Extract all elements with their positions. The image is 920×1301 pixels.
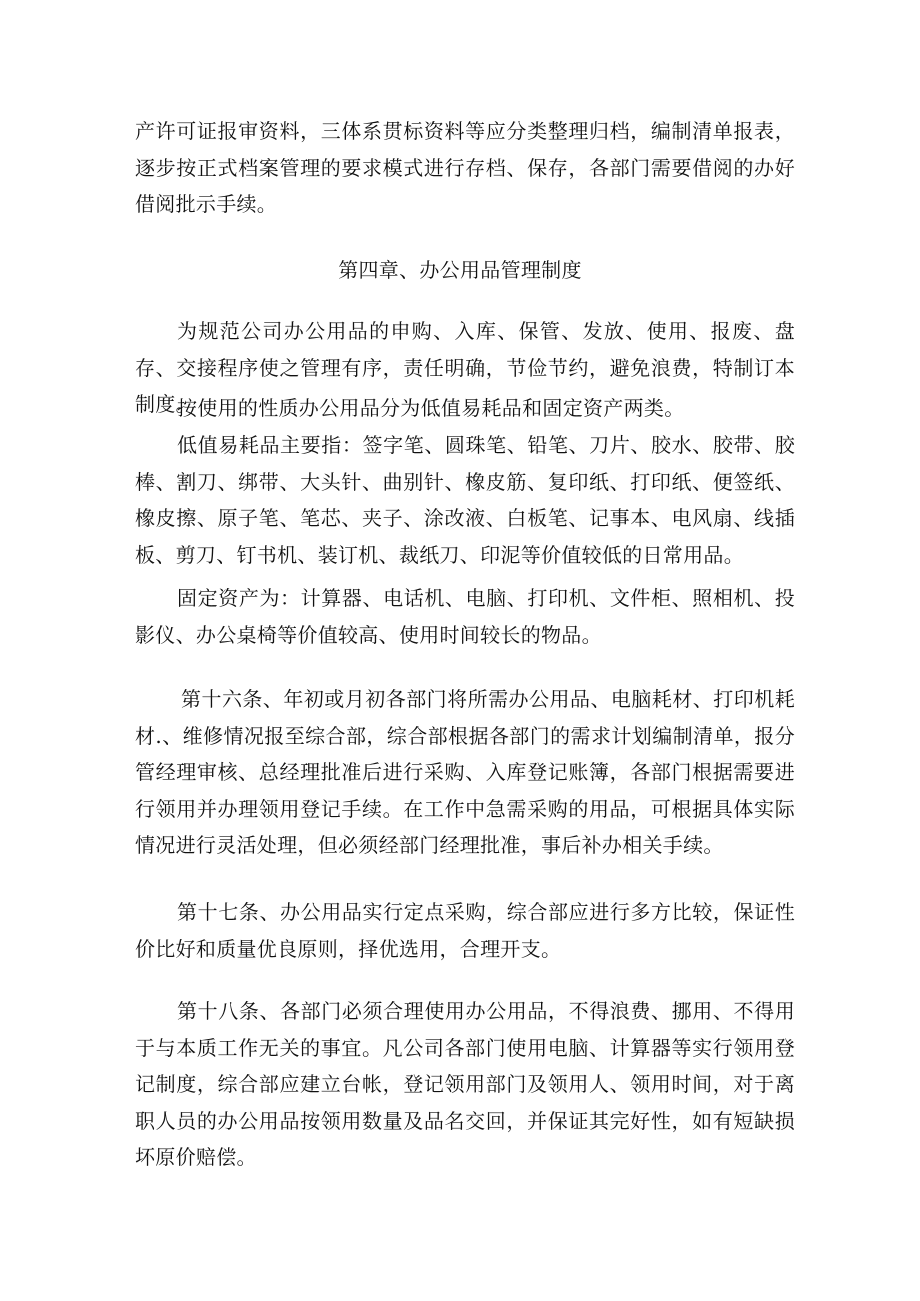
article-17: 第十七条、办公用品实行定点采购，综合部应进行多方比较，保证性价比好和质量优良原则，择优选用，合理开支。 (135, 900, 795, 961)
article-18: 第十八条、各部门必须合理使用办公用品，不得浪费、挪用、不得用于与本质工作无关的事宜。凡公司各部门使用电脑、计算器等实行领用登记制度，综合部应建立台帐，登记领用部门及领用人、领用时间，对于离职人员的办公用品按领用数量及品名交回，并保证其完好性，如有短缺损坏原价赔偿。 (135, 999, 795, 1169)
paragraph-fixed-assets: 固定资产为：计算器、电话机、电脑、打印机、文件柜、照相机、投影仪、办公桌椅等价值较高、使用时间较长的物品。 (135, 586, 795, 647)
intro-paragraph: 产许可证报审资料，三体系贯标资料等应分类整理归档，编制清单报表，逐步按正式档案管理的要求模式进行存档、保存，各部门需要借阅的办好借阅批示手续。 (135, 119, 795, 216)
article-16: 第十六条、年初或月初各部门将所需办公用品、电脑耗材、打印机耗材.、维修情况报至综合部，综合部根据各部门的需求计划编制清单，报分管经理审核、总经理批准后进行采购、入库登记账簿，各部门根据需要进行领用并办理领用登记手续。在工作中急需采购的用品，可根据具体实际情况进行灵活处理，但必须经部门经理批准，事后补办相关手续。 (135, 687, 795, 857)
paragraph-classification: 按使用的性质办公用品分为低值易耗品和固定资产两类。 (177, 396, 685, 420)
paragraph-consumables: 低值易耗品主要指：签字笔、圆珠笔、铅笔、刀片、胶水、胶带、胶棒、割刀、绑带、大头针、曲别针、橡皮筋、复印纸、打印纸、便签纸、橡皮擦、原子笔、笔芯、夹子、涂改液、白板笔、记事本、电风扇、线插板、剪刀、钉书机、装订机、裁纸刀、印泥等价值较低的日常用品。 (135, 433, 795, 567)
chapter-title: 第四章、办公用品管理制度 (338, 258, 582, 282)
paragraph-purpose: 为规范公司办公用品的申购、入库、保管、发放、使用、报废、盘存、交接程序使之管理有序，责任明确，节俭节约，避免浪费，特制订本制度。 (135, 319, 795, 416)
